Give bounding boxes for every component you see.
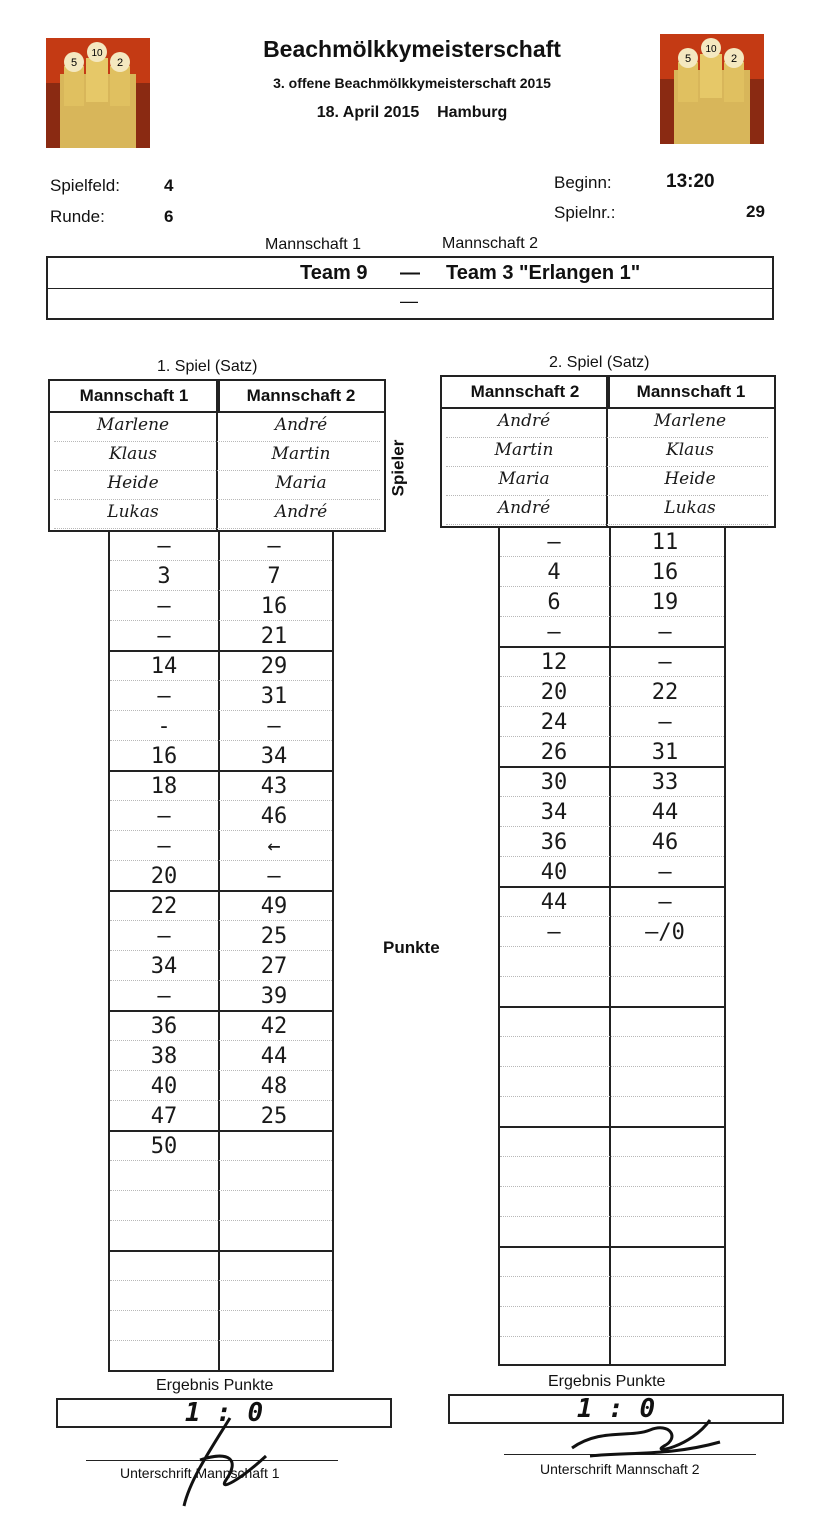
score-col2-cell: — (658, 710, 672, 735)
player-name: Marlene (96, 415, 170, 435)
score-col2-cell: 7 (267, 564, 281, 589)
result2-label: Ergebnis Punkte (548, 1373, 666, 1390)
logo-pin-5: 5 (70, 57, 78, 69)
score-col1-cell (500, 1188, 608, 1218)
score-col2-cell: 25 (260, 924, 288, 949)
beginn-label: Beginn: (554, 173, 612, 192)
score-col2-cell (611, 1098, 719, 1128)
player-name: Marlene (653, 411, 727, 431)
score-col2-cell (220, 1252, 328, 1282)
score-col2-cell: 22 (651, 680, 679, 705)
player-name: André (497, 498, 551, 518)
score-col1-cell: 40 (540, 860, 568, 885)
player-name: Lukas (664, 498, 716, 518)
score-col2-cell: 27 (260, 954, 288, 979)
score-col1-cell: 34 (540, 800, 568, 825)
score-col1-cell: 4 (547, 560, 561, 585)
game1-score-grid (108, 530, 334, 1372)
score-col1-cell: 20 (150, 864, 178, 889)
score-col1-cell: — (547, 530, 561, 555)
logo-right (660, 34, 764, 144)
score-col2-cell (611, 1188, 719, 1218)
score-col1-cell: 40 (150, 1074, 178, 1099)
molkky-pins-icon (660, 34, 764, 144)
score-col1-cell: 3 (157, 564, 171, 589)
score-col2-cell: 16 (260, 594, 288, 619)
score-col2-cell: 46 (651, 830, 679, 855)
score-col2-cell: 44 (260, 1044, 288, 1069)
score-col2-cell: 31 (651, 740, 679, 765)
score-col2-cell: 48 (260, 1074, 288, 1099)
score-col1-cell (500, 1008, 608, 1038)
spielfeld-label: Spielfeld: (50, 176, 120, 195)
score-col1-cell (110, 1312, 218, 1342)
logo-pin-10: 10 (91, 48, 103, 59)
score-col2-cell: — (267, 864, 281, 889)
player-name: Lukas (107, 502, 159, 522)
event-date: 18. April 2015 (316, 104, 420, 121)
game2-header-box (440, 375, 776, 528)
player-name: Heide (107, 473, 159, 493)
score-col2-cell (220, 1162, 328, 1192)
player-name: André (274, 502, 328, 522)
score-col1-cell: — (157, 594, 171, 619)
score-col2-cell (220, 1342, 328, 1372)
score-col1-cell: 6 (547, 590, 561, 615)
runde-label: Runde: (50, 207, 105, 226)
score-col1-cell (500, 1278, 608, 1308)
beginn-value: 13:20 (666, 171, 715, 192)
score-col1-cell: — (547, 920, 561, 945)
page-title: Beachmölkkymeisterschaft (263, 36, 561, 62)
score-col1-cell (500, 1128, 608, 1158)
score-col2-cell: — (658, 860, 672, 885)
score-col1-cell: 14 (150, 654, 178, 679)
player-name: Maria (498, 469, 550, 489)
score-col2-cell: 21 (260, 624, 288, 649)
player-name: Martin (271, 444, 331, 464)
team1-name: Team 9 (300, 262, 368, 284)
spieler-label-wrap (388, 430, 426, 510)
score-col1-cell: — (547, 620, 561, 645)
logo-left (46, 38, 150, 148)
score-col1-cell (500, 1308, 608, 1338)
match-row-2 (48, 289, 772, 319)
score-col1-cell: 38 (150, 1044, 178, 1069)
svg-text:5: 5 (684, 53, 692, 65)
score-col1-cell (500, 1218, 608, 1248)
game1-header-box (48, 379, 386, 532)
score-col2-cell (611, 978, 719, 1008)
score-col1-cell: - (157, 714, 171, 739)
score-col2-cell: 39 (260, 984, 288, 1009)
game2-title: 2. Spiel (Satz) (549, 354, 650, 371)
score-col1-cell (110, 1252, 218, 1282)
score-col2-cell: 33 (651, 770, 679, 795)
score-col1-cell (500, 1038, 608, 1068)
mannschaft2-label: Mannschaft 2 (442, 235, 539, 252)
score-col1-cell (110, 1192, 218, 1222)
score-col1-cell: 18 (150, 774, 178, 799)
spielnr-value: 29 (746, 202, 765, 221)
score-col1-cell: 30 (540, 770, 568, 795)
score-col2-cell: — (267, 534, 281, 559)
score-col1-cell (110, 1282, 218, 1312)
score-col2-cell: 49 (260, 894, 288, 919)
signature2-label: Unterschrift Mannschaft 2 (540, 1461, 700, 1477)
match-box (46, 256, 774, 320)
score-col1-cell: 44 (540, 890, 568, 915)
spielfeld-value: 4 (164, 176, 174, 195)
score-col2-cell (220, 1192, 328, 1222)
score-col1-cell (500, 1068, 608, 1098)
score-col2-cell: 46 (260, 804, 288, 829)
game2-col1-header: Mannschaft 2 (442, 377, 610, 409)
game1-col2-header: Mannschaft 2 (218, 381, 384, 413)
score-col2-cell: — (658, 890, 672, 915)
score-col1-cell: 20 (540, 680, 568, 705)
score-col1-cell (500, 1158, 608, 1188)
date-location (200, 104, 624, 122)
score-col1-cell (500, 1248, 608, 1278)
player-name: Klaus (109, 444, 157, 464)
score-col2-cell (611, 1008, 719, 1038)
score-col1-cell (500, 1098, 608, 1128)
spielnr-label: Spielnr.: (554, 203, 616, 222)
match-row-1 (48, 258, 772, 289)
score-col2-cell: — (658, 620, 672, 645)
score-col2-cell (611, 1308, 719, 1338)
score-col2-cell (611, 1338, 719, 1368)
page-subtitle: 3. offene Beachmölkkymeisterschaft 2015 (273, 75, 551, 91)
score-col2-cell (611, 1158, 719, 1188)
punkte-label: Punkte (383, 938, 440, 957)
score-col1-cell: — (157, 984, 171, 1009)
score-col2-cell: 43 (260, 774, 288, 799)
score-col1-cell (110, 1162, 218, 1192)
score-col1-cell: 26 (540, 740, 568, 765)
score-col1-cell (110, 1342, 218, 1372)
score-col1-cell: 22 (150, 894, 178, 919)
score-col1-cell (500, 948, 608, 978)
score-col2-cell: —/0 (645, 920, 685, 945)
score-col2-cell (611, 948, 719, 978)
score-col2-cell: — (658, 650, 672, 675)
score-col2-cell: ← (267, 834, 281, 859)
score-col1-cell: 36 (150, 1014, 178, 1039)
score-col2-cell (611, 1218, 719, 1248)
signature1-icon (170, 1410, 280, 1514)
score-col1-cell: — (157, 834, 171, 859)
score-col1-cell: 36 (540, 830, 568, 855)
svg-text:2: 2 (730, 53, 738, 65)
score-col1-cell: — (157, 624, 171, 649)
score-col2-cell: 19 (651, 590, 679, 615)
score-col2-cell (611, 1248, 719, 1278)
score-col2-cell (611, 1128, 719, 1158)
game2-score-grid (498, 526, 726, 1366)
score-col2-cell: 31 (260, 684, 288, 709)
score-col2-cell (611, 1038, 719, 1068)
result2-value: 1 : 0 (576, 1394, 656, 1424)
score-col1-cell (110, 1222, 218, 1252)
signature1-label: Unterschrift Mannschaft 1 (120, 1465, 280, 1481)
mannschaft1-label: Mannschaft 1 (265, 236, 362, 253)
player-name: André (274, 415, 328, 435)
score-col2-cell: 42 (260, 1014, 288, 1039)
spieler-label: Spieler (388, 439, 408, 497)
event-city: Hamburg (437, 104, 508, 121)
score-col2-cell (220, 1312, 328, 1342)
result1-value: 1 : 0 (184, 1398, 264, 1428)
score-col1-cell: 24 (540, 710, 568, 735)
score-col1-cell: — (157, 684, 171, 709)
score-col1-cell: — (157, 534, 171, 559)
score-col1-cell (500, 978, 608, 1008)
score-col2-cell (611, 1278, 719, 1308)
player-name: Maria (275, 473, 327, 493)
molkky-pins-icon (46, 38, 150, 148)
score-col1-cell (500, 1338, 608, 1368)
score-col2-cell (220, 1282, 328, 1312)
score-col1-cell: 50 (150, 1134, 178, 1159)
score-col2-cell: — (267, 714, 281, 739)
player-name: Heide (664, 469, 716, 489)
score-col2-cell: 25 (260, 1104, 288, 1129)
game2-col2-header: Mannschaft 1 (608, 377, 774, 409)
score-col2-cell (220, 1132, 328, 1162)
team2-name: Team 3 "Erlangen 1" (446, 262, 641, 284)
signature2-icon (560, 1408, 730, 1468)
score-col1-cell: 47 (150, 1104, 178, 1129)
match-separator: — (400, 262, 420, 284)
score-col1-cell: 34 (150, 954, 178, 979)
player-name: Martin (494, 440, 554, 460)
logo-pin-2: 2 (116, 57, 124, 69)
score-col2-cell (611, 1068, 719, 1098)
svg-text:10: 10 (705, 44, 717, 55)
score-col2-cell: 11 (651, 530, 679, 555)
score-col2-cell: 34 (260, 744, 288, 769)
result1-label: Ergebnis Punkte (156, 1377, 274, 1394)
score-col2-cell: 44 (651, 800, 679, 825)
score-col1-cell: — (157, 924, 171, 949)
score-col2-cell: 29 (260, 654, 288, 679)
game1-col1-header: Mannschaft 1 (50, 381, 220, 413)
score-col1-cell: 16 (150, 744, 178, 769)
player-name: Klaus (666, 440, 714, 460)
score-col2-cell: 16 (651, 560, 679, 585)
player-name: André (497, 411, 551, 431)
score-col1-cell: — (157, 804, 171, 829)
score-col1-cell: 12 (540, 650, 568, 675)
match-row2-separator: — (400, 291, 418, 311)
game1-title: 1. Spiel (Satz) (157, 358, 258, 375)
runde-value: 6 (164, 207, 174, 226)
score-col2-cell (220, 1222, 328, 1252)
